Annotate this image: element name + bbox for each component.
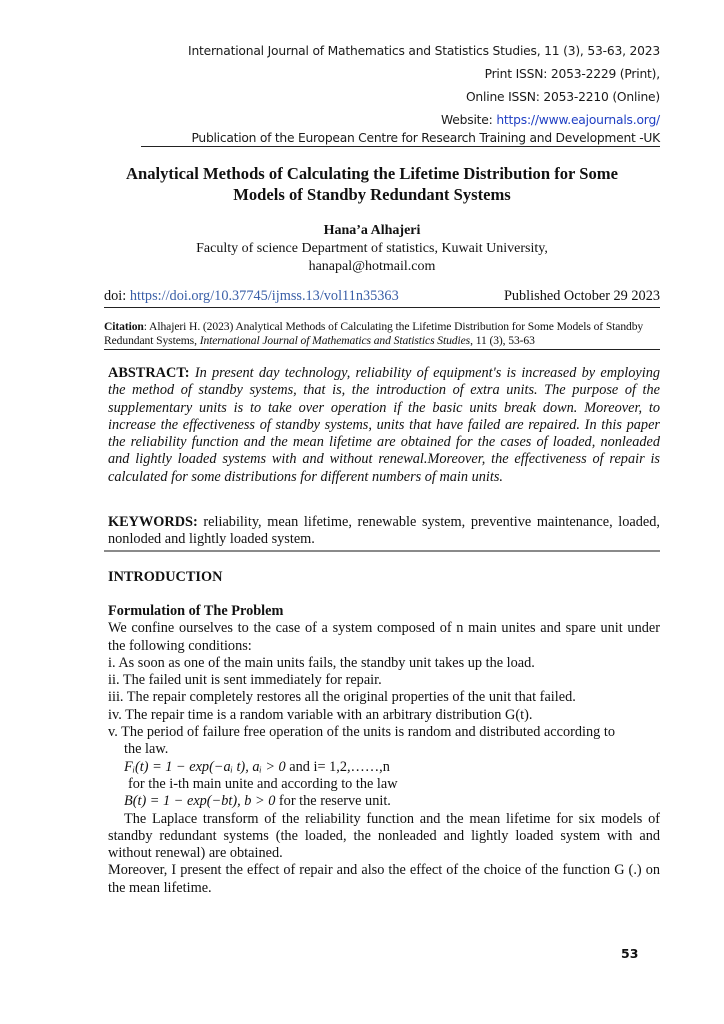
abstract <box>108 365 660 486</box>
divider <box>104 550 660 552</box>
journal-header-line: International Journal of Mathematics and Statistics Studies, 11 (3), 53-63, 2023 <box>188 44 660 58</box>
online-issn: Online ISSN: 2053-2210 (Online) <box>465 90 660 104</box>
equation-reserve-law <box>108 793 660 810</box>
author-email: hanapal@hotmail.com <box>308 259 436 274</box>
print-issn: Print ISSN: 2053-2229 (Print), <box>484 67 660 81</box>
paragraph: Moreover, I present the effect of repair and also the effect of the choice of the function G (.) on the mean lifetime. <box>108 862 660 896</box>
doi-row <box>104 288 660 308</box>
page-number: 53 <box>621 946 639 961</box>
publisher-line: Publication of the European Centre for Research Training and Development -UK <box>141 131 660 147</box>
website-label: Website: <box>441 113 497 127</box>
doi-link[interactable]: https://doi.org/10.37745/ijmss.13/vol11n35363 <box>129 288 399 304</box>
condition-item: iv. The repair time is a random variable with an arbitrary distribution G(t). <box>108 706 533 723</box>
subsection-heading: Formulation of The Problem <box>108 603 284 619</box>
published-date: Published October 29 2023 <box>503 288 660 304</box>
citation-text: : Alhajeri H. (2023) Analytical Methods of Calculating the Lifetime Distribution for Some Models of Standby Redundant Systems, <box>104 320 644 347</box>
citation-volume: , 11 (3), 53-63 <box>470 334 535 347</box>
equation-2-suffix: for the reserve unit. <box>275 793 391 810</box>
doi <box>104 288 399 305</box>
equation-1-suffix: and i= 1,2,……,n <box>285 758 390 775</box>
equation-failure-law <box>108 759 660 776</box>
website-line <box>441 113 660 127</box>
condition-item: iii. The repair completely restores all the original properties of the unit that failed. <box>108 689 576 706</box>
author-block <box>90 222 654 276</box>
keywords <box>108 514 660 549</box>
condition-item: v. The period of failure free operation of the units is random and distributed according to <box>108 724 615 741</box>
section-heading-introduction: INTRODUCTION <box>108 569 223 585</box>
citation-block <box>104 320 660 350</box>
author-name: Hana’a Alhajeri <box>323 223 421 238</box>
abstract-text: In present day technology, reliability of equipment's is increased by employing the method of standby systems, that is, the introduction of extra units. The purpose of the supplementary units is to take over operation if the basic units break down. Moreover, to increase the effectiveness of standby systems, units that have failed are repaired. In this paper the reliability function and the mean lifetime are obtained for the cases of loaded, nonleaded and lightly loaded systems with and without renewal.Moreover, the effectiveness of repair is calculated for some distributions for different numbers of main units. <box>108 365 660 485</box>
equation-note: for the i-th main unite and according to the law <box>128 775 398 792</box>
website-link[interactable]: https://www.eajournals.org/ <box>496 113 660 127</box>
equation-2: B(t) = 1 − exp(−bt), b > 0 <box>124 793 276 810</box>
paragraph: We confine ourselves to the case of a system composed of n main unites and spare unit under the following conditions: <box>108 620 660 654</box>
condition-continuation: the law. <box>124 741 169 758</box>
citation-journal: International Journal of Mathematics and Statistics Studies <box>199 334 471 347</box>
equation-1: Fᵢ(t) = 1 − exp(−aᵢ t), aᵢ > 0 <box>124 758 286 775</box>
doi-label: doi: <box>104 288 130 304</box>
title-line-1: Analytical Methods of Calculating the Lifetime Distribution for Some <box>126 164 618 183</box>
paragraph: The Laplace transform of the reliability function and the mean lifetime for six models of standby redundant systems (the loaded, the nonleaded and lightly loaded system with and without renewal) are obtained. <box>108 810 660 862</box>
citation-label: Citation <box>104 320 144 333</box>
introduction-body <box>108 603 660 897</box>
abstract-label: ABSTRACT: <box>108 365 190 381</box>
keywords-label: KEYWORDS: <box>108 514 198 530</box>
condition-item: i. As soon as one of the main units fails, the standby unit takes up the load. <box>108 654 535 671</box>
author-affiliation: Faculty of science Department of statistics, Kuwait University, <box>196 241 548 256</box>
condition-item: ii. The failed unit is sent immediately for repair. <box>108 672 382 689</box>
keywords-text: reliability, mean lifetime, renewable system, preventive maintenance, loaded, nonloded and lightly loaded system. <box>108 514 660 548</box>
title-line-2: Models of Standby Redundant Systems <box>233 185 511 204</box>
paper-title <box>90 163 654 205</box>
